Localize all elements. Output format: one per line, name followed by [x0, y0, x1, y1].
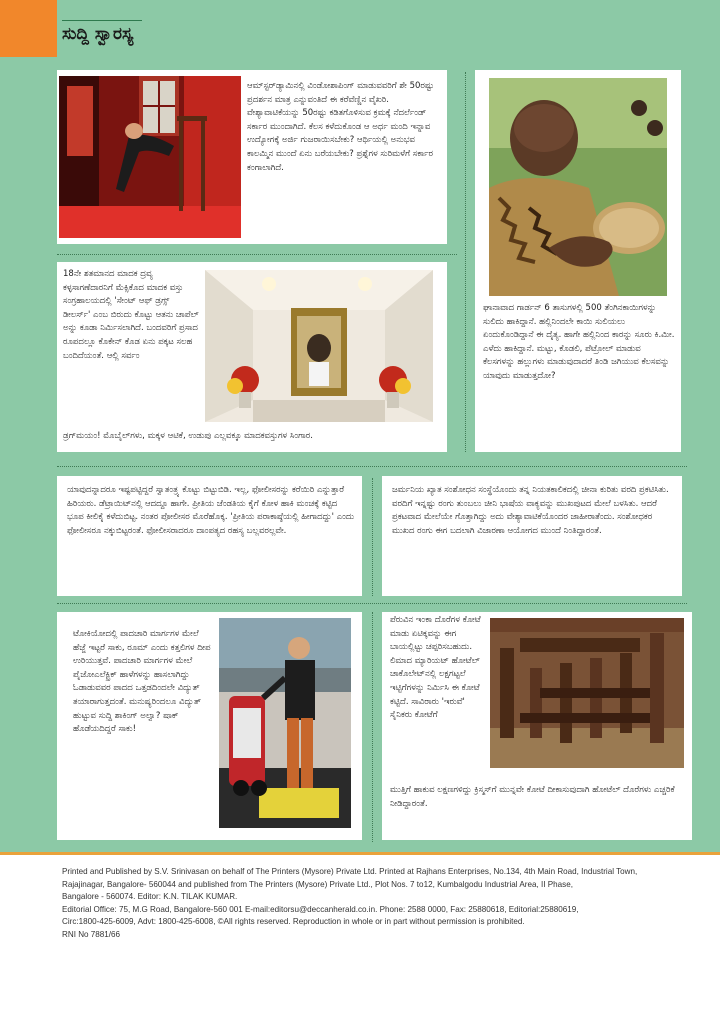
divider: [372, 612, 373, 842]
imprint-line: Editorial Office: 75, M.G Road, Bangalore-560 001 E-mail:editorsu@deccanherald.co.in. Phone: 2588 0000, Fax: 25880618, Editorial:25880619,: [62, 904, 579, 914]
story-text: ಡ್ರಗ್‌ಮಯಂ! ಮೊಬೈಲ್‌ಗಳು, ಮಕ್ಕಳ ಆಟಿಕೆ, ಉಡುಪು ಎಲ್ಲವಕ್ಕೂ ಮಾದಕವಸ್ತುಗಳ ಸಿಂಗಾರ.: [63, 431, 313, 441]
coconut-photo: [489, 78, 667, 296]
divider: [57, 603, 687, 604]
story-text: ಮುತ್ತಿಗೆ ಹಾಕುವ ಲಕ್ಷಣಗಳಿದ್ದು ಕ್ರಿಸ್ಮಸ್‌ಗೆ ಮುನ್ನವೇ ಕೋಟೆ ದೀಕಾಸುವುದಾಗಿ ಹೋಟೆಲ್ ದೊರೆಗಳು ಎಚ್ಚರಿಕೆ ನೀಡಿದ್ದಾರಂತೆ.: [390, 785, 675, 809]
story-text: ಆಮ್‌ಸ್ಟರ್‌ಡ್ಯಾಮಿನಲ್ಲಿ ವಿಂಡೋಶಾಪಿಂಗ್ ಮಾಡುವವರಿಗೆ ಶೇ 50ರಷ್ಟು ಪ್ರದರ್ಶನ ಮಾತ್ರ ಎನ್ನುವಂತಿದೆ ಈ ಕರೆವೆಣ್ಣಿನ ವೈಖರಿ. ವೇಶ್ಯಾವಾಟಿಕೆಯನ್ನು 50ರಷ್ಟು ಕಡಿತಗೊಳಿಸುವ ಕ್ರಮಕ್ಕೆ ನೆದರ್ಲೆಂಡ್ ಸರ್ಕಾರ ಮುಂದಾಗಿದೆ. ಕೆಲಸ ಕಳೆದುಕೊಂಡ ಆ ಅರ್ಧ ಮಂದಿ ಇನ್ನಾವ ಉದ್ಯೋಗಕ್ಕೆ ಅರ್ಜಿ ಗುಜರಾಯಿಸಬೇಕು? ಆರ್ಥಿಯಲ್ಲಿ ಅನುಭವ ಕಾಲಮ್ಮಿನ ಮುಂದೆ ಏನು ಬರೆಯಬೇಕು? ಪ್ರಶ್ನೆಗಳ ಸುರಿಮಳೆಗೆ ಸರ್ಕಾರ ಕಂಗಾಲಾಗಿದೆ.: [247, 81, 434, 173]
divider: [372, 478, 373, 596]
story-coconut: [475, 70, 681, 452]
divider: [465, 72, 466, 452]
story-text: 18ನೇ ಶತಮಾನದ ಮಾದಕ ದ್ರವ್ಯ ಕಳ್ಳಸಾಗಣೆದಾರನಿಗೆ ಮೆಕ್ಸಿಕೊದ ಮಾದಕ ವಸ್ತು ಸಂಗ್ರಹಾಲಯದಲ್ಲಿ 'ಸೇಂಟ್ ಆಫ್ ಡ್ರಗ್ಸ್ ಡೀಲರ್ಸ್' ಎಂಬ ಬಿರುದು ಕೊಟ್ಟು ಆತನು ಚಾಪೆಲ್ ಅನ್ನು ಕೂಡಾ ನಿರ್ಮಿಸಲಾಗಿದೆ. ಬಂದವರಿಗೆ ಪ್ರಸಾದ ರೂಪದಲ್ಲೂ ಕೊಕೇನ್ ಕೊಡ ಏನು ಪಕ್ಕಟ ಸಲಹ ಬಂದಿದೆಯಂತೆ. ಆಲ್ಲಿ ಸರ್ವಂ: [63, 269, 199, 361]
story-shrine: [57, 262, 447, 452]
story-germany: [382, 476, 682, 596]
story-tokyo: [57, 612, 362, 840]
story-amsterdam: [57, 70, 447, 244]
section-tab-marker: [0, 0, 57, 57]
shrine-photo: [205, 270, 433, 422]
footer-rule: [0, 852, 720, 855]
story-text: ಜರ್ಮನಿಯ ಖ್ಯಾತ ಸಂಶೋಧನ ಸಂಸ್ಥೆಯೊಂದು ತನ್ನ ನಿಯತಕಾಲಿಕದಲ್ಲಿ ಚೀನಾ ಕುರಿತು ವರದಿ ಪ್ರಕಟಿಸಿತು. ವರದಿಗೆ ಇನ್ನಷ್ಟು ರಂಗು ತುಂಬಲು ಚೀನಿ ಭಾಷೆಯ ವಾಕ್ಯವನ್ನು ಮುಖಪುಟದ ಮೇಲೆ ಬಳಸಿತು. ಆದರೆ ಪ್ರಕಟವಾದ ಮೇಲೆಯೇ ಗೊತ್ತಾಗಿದ್ದು ಅದು ವೇಶ್ಯಾವಾಟಿಕೆಯೊಂದರ ಜಾಹೀರಾತೆಂದು. ಸಂಶೋಧಕರ ಮುಖದ ರಂಗು ಈಗ ಬದಲಾಗಿ ವಿಜಾರಣಾ ಆಯೋಗದ ಮುಂದೆ ನಿಂತಿದ್ದಾರಂತೆ.: [392, 485, 669, 536]
title-rule: [62, 20, 142, 21]
story-detroit: [57, 476, 362, 596]
imprint-line: Rajajinagar, Bangalore- 560044 and published from The Printers (Mysore) Private Ltd., Plot Nos. 7 to12, Kumbalgodu Industrial Area, II Phase,: [62, 879, 573, 889]
imprint-line: Bangalore - 560074. Editor: K.N. TILAK KUMAR.: [62, 892, 238, 902]
section-title: ಸುದ್ದಿ ಸ್ವಾರಸ್ಯ: [62, 24, 134, 44]
story-text: ಟೋಕಿಯೋದಲ್ಲಿ ಪಾದಚಾರಿ ಮಾರ್ಗಗಳ ಮೇಲೆ ಹೆಜ್ಜೆ ಇಟ್ಟರೆ ಸಾಕು, ರೂಮ್ ಎಂದು ಕತ್ತಲಿಗಳ ದೀಪ ಉರಿಯುತ್ತವೆ. ಪಾದಚಾರಿ ಮಾರ್ಗಗಳ ಮೇಲೆ ಪೈಜೋಎಲೆಕ್ಟ್ರಿಕ್ ಹಾಳೆಗಳನ್ನು ಹಾಸಲಾಗಿದ್ದು ಓಡಾಡುವವರ ಪಾದದ ಒತ್ತಡದಿಂದಲೇ ವಿದ್ಯುತ್ ತಯಾರಾಗುತ್ತದಂತೆ. ಮನುಷ್ಯರಿಂದಲೂ ವಿದ್ಯುತ್ ಹುಟ್ಟುವ ಸುದ್ದಿ ಶಾಕಿಂಗ್ ಅಲ್ವಾ? ಷಾಕ್ ಹೊಡೆಯದಿದ್ದರೆ ಸಾಕು!: [73, 629, 211, 735]
divider: [57, 466, 687, 467]
imprint-footer: [62, 866, 662, 942]
chocolate-fort-photo: [490, 618, 684, 768]
story-text: ಘಾನಾವಾದ ಗಾರ್ಡನ್ 6 ತಾಸುಗಳಲ್ಲಿ 500 ತೆಂಗಿನಕಾಯಿಗಳನ್ನು ಸುಲಿದು ಹಾಕಿದ್ದಾನೆ. ಹಲ್ಲಿನಿಂದಲೇ ಕಾಯಿ ಸುಲಿಯಲು ಏಂದುಕೊಂಡಿದ್ದಾನೆ ಈ ದೈತ್ಯ. ಹಾಗೇ ಹಲ್ಲಿನಿಂದ ಕಾರನ್ನು ಸೂರು ಕಿ.ಮೀ. ಎಳೆದು ಹಾಕಿದ್ದಾನೆ. ಮಟ್ಟು, ಕೊಡಲಿ, ಪೆಟ್ರೋಲ್ ಮಾಡುವ ಕೆಲಸಗಳನ್ನು ಹಲ್ಲುಗಳು ಮಾಡುವುದಾದರೆ ತಿಂಡಿ ಜಗಿಯುವ ಕೆಲಸವನ್ನು ಯಾವುದು ಮಾಡುತ್ತದೋ?: [483, 303, 675, 381]
story-peru: [382, 612, 692, 840]
story-text: ಪೆರುವಿನ ಇಂಕಾ ದೊರೆಗಳ ಕೋಟೆ ಮಾಡು ಏಟಿಕ್ಕವನ್ನು ಈಗ ಬಾಯಲ್ಲಿಟ್ಟು ಚಪ್ಪರಿಸಬಹುದು. ಲಿಮಾದ ಮ್ಯಾರಿಯಟ್ ಹೋಟೆಲ್ ಚಾಕೊಲೇಟ್‌ನಲ್ಲಿ ಲಕ್ಷಗಟ್ಟಲೆ ಇಟ್ಟಿಗೆಗಳನ್ನು ನಿರ್ಮಿಸಿ ಈ ಕೋಟೆ ಕಟ್ಟಿದೆ. ಸಾವಿರಾರು 'ಇರುವೆ' ಸೈನಿಕರು ಕೋಟೆಗೆ: [390, 615, 481, 721]
imprint-line: RNI No 7881/66: [62, 929, 121, 939]
story-text: ಯಾವುದನ್ನಾದರೂ ಇಷ್ಟಪಟ್ಟಿದ್ದರೆ ಸ್ವಾತಂತ್ರ್ಯ ಕೊಟ್ಟು ಬಿಟ್ಟುಬಿಡಿ. ಇಲ್ಲ, ಫೋಲೀಸರನ್ನು ಕರೆಯಿರಿ ಎನ್ನುತ್ತಾರೆ ಹಿರಿಯರು. ಡೆಟ್ರಾಯಿಟ್‌ನಲ್ಲಿ ಆದದ್ದೂ ಹಾಗೇ. ಪ್ರೀತಿಯ ಜೆಂಡತಿಯ ಕೈಗೆ ಕೋಳ ಹಾಕಿ ಮಂಚಕ್ಕೆ ಕಟ್ಟಿದ ಭೂಪ ಕೀಲಿಕೈ ಕಳೆದುಬಿಟ್ಟ. ನಂತರ ಪೋಲೀಸರ ಮೊರೆಹೊಕ್ಕ. 'ಪ್ರೀತಿಯ ಪರಾಕಾಷ್ಠೆಯಲ್ಲಿ ಹೀಗಾದದ್ದು' ಎಂದು ಫೋಲೀಸರೂ ನಕ್ಕುಬಿಟ್ಟರಂತೆ. ಫೋಲೀಸರಾದರೂ ದಾಂಪತ್ಯದ ರಹಸ್ಯ ಬಲ್ಲವರಲ್ಲವೇ.: [67, 485, 355, 536]
divider: [57, 254, 457, 255]
pedestrian-photo: [219, 618, 351, 828]
imprint-line: Circ:1800-425-6009, Advt: 1800-425-6008, ©All rights reserved. Reproduction in whole or in part without permission is prohibited.: [62, 917, 525, 927]
window-photo: [59, 76, 241, 238]
imprint-line: Printed and Published by S.V. Srinivasan on behalf of The Printers (Mysore) Private Ltd. Printed at Rajhans Enterprises, No.134, 4th Main Road, Industrial Town,: [62, 867, 638, 876]
